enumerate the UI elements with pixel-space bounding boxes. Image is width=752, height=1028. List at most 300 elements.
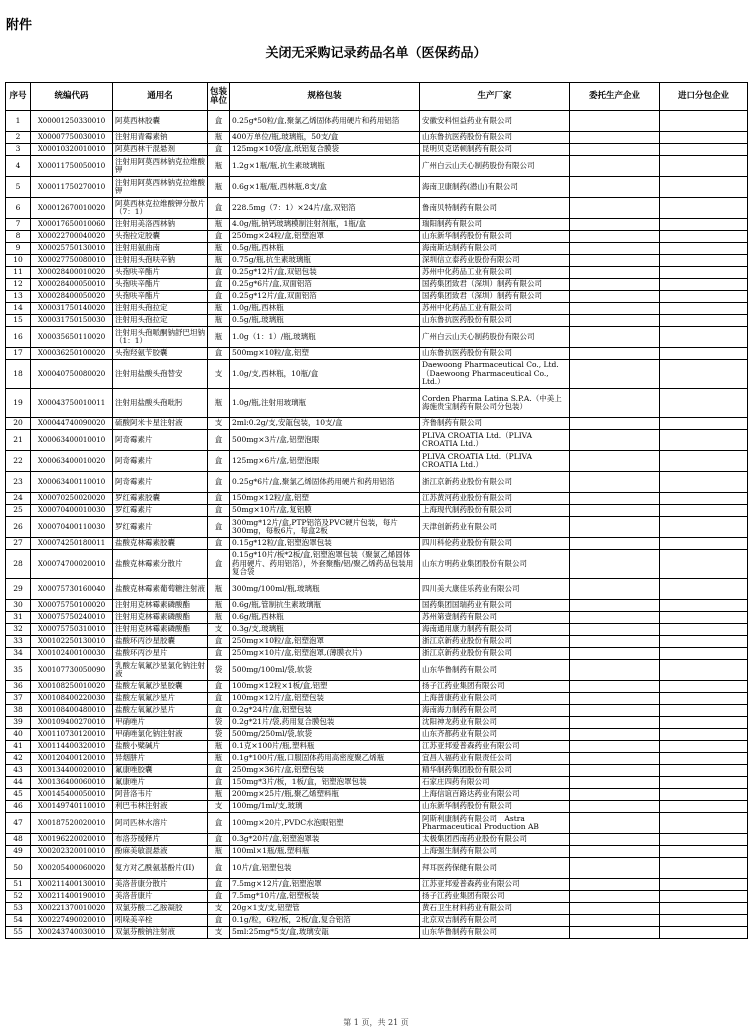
cell-unit: 瓶 — [208, 389, 230, 418]
cell-seq: 41 — [6, 741, 31, 753]
cell-import-pack — [660, 303, 748, 315]
cell-unit: 支 — [208, 927, 230, 939]
cell-name: 注射用头孢拉定 — [113, 303, 208, 315]
cell-entrusted — [570, 717, 660, 729]
cell-seq: 18 — [6, 360, 31, 389]
cell-import-pack — [660, 693, 748, 705]
cell-import-pack — [660, 765, 748, 777]
cell-maker: 国药集团致君（深圳）制药有限公司 — [420, 291, 570, 303]
cell-entrusted — [570, 927, 660, 939]
cell-import-pack — [660, 315, 748, 327]
cell-code: X00063400010020 — [31, 451, 113, 472]
cell-code: X00202320010010 — [31, 846, 113, 858]
cell-entrusted — [570, 681, 660, 693]
cell-spec: 7.5mg*10片/盒,铝塑板装 — [230, 891, 420, 903]
table-row — [6, 846, 748, 858]
cell-maker: 国药集团致君（深圳）制药有限公司 — [420, 279, 570, 291]
cell-maker: 上海信谊百路达药业有限公司 — [420, 789, 570, 801]
header-seq: 序号 — [6, 83, 31, 111]
cell-code: X00145400050010 — [31, 789, 113, 801]
cell-code: X00010320010010 — [31, 144, 113, 156]
cell-unit: 瓶 — [208, 177, 230, 198]
cell-name: 布洛芬缓释片 — [113, 834, 208, 846]
cell-seq: 39 — [6, 717, 31, 729]
cell-maker: 浙江京新药业股份有限公司 — [420, 472, 570, 493]
table-row — [6, 517, 748, 538]
cell-spec: 0.1g*100片/瓶,口服固体药用高密度聚乙烯瓶 — [230, 753, 420, 765]
cell-spec: 0.15g*10片/板*2板/盒,铝塑泡罩包装（聚氯乙烯固体药用硬片、药用铝箔），外套聚酯/铝/聚乙烯药品包装用复合袋 — [230, 550, 420, 579]
cell-unit: 盒 — [208, 648, 230, 660]
cell-name: 双氯芬酸二乙胺凝胶 — [113, 903, 208, 915]
cell-code: X00136400060010 — [31, 777, 113, 789]
cell-seq: 19 — [6, 389, 31, 418]
cell-spec: 150mg*3片/板，1板/盒，铝塑泡罩包装 — [230, 777, 420, 789]
cell-code: X00075750100020 — [31, 600, 113, 612]
cell-name: 头孢呋辛酯片 — [113, 267, 208, 279]
cell-maker: 上海普康药业有限公司 — [420, 693, 570, 705]
cell-spec: 228.5mg（7：1）×24片/盒,双铝箔 — [230, 198, 420, 219]
table-row — [6, 879, 748, 891]
cell-code: X00211400130010 — [31, 879, 113, 891]
cell-code: X00114400320010 — [31, 741, 113, 753]
cell-seq: 10 — [6, 255, 31, 267]
cell-maker: 江苏黄河药业股份有限公司 — [420, 493, 570, 505]
cell-entrusted — [570, 472, 660, 493]
cell-spec: 500mg/100ml/袋,软袋 — [230, 660, 420, 681]
cell-maker: 江苏亚邦爱普森药业有限公司 — [420, 741, 570, 753]
cell-unit: 盒 — [208, 517, 230, 538]
table-row — [6, 198, 748, 219]
cell-unit: 盒 — [208, 472, 230, 493]
header-import-pack: 进口分包企业 — [660, 83, 748, 111]
cell-entrusted — [570, 144, 660, 156]
cell-code: X00196220020010 — [31, 834, 113, 846]
cell-maker: 四川美大康佳乐药业有限公司 — [420, 579, 570, 600]
cell-import-pack — [660, 753, 748, 765]
cell-seq: 48 — [6, 834, 31, 846]
cell-code: X00012670010020 — [31, 198, 113, 219]
cell-maker: 齐鲁制药有限公司 — [420, 418, 570, 430]
drug-list-table — [5, 82, 748, 939]
cell-spec: 0.6g/瓶,西林瓶 — [230, 612, 420, 624]
cell-name: 罗红霉素片 — [113, 505, 208, 517]
cell-maker: 扬子江药业集团有限公司 — [420, 891, 570, 903]
table-row — [6, 472, 748, 493]
table-row — [6, 493, 748, 505]
cell-code: X00070400010030 — [31, 505, 113, 517]
cell-import-pack — [660, 927, 748, 939]
cell-maker: 海南通用康力制药有限公司 — [420, 624, 570, 636]
cell-entrusted — [570, 219, 660, 231]
cell-maker: Corden Pharma Latina S.P.A.（中美上海施贵宝制药有限公司分包装） — [420, 389, 570, 418]
header-maker: 生产厂家 — [420, 83, 570, 111]
cell-name: 注射用盐酸头孢替安 — [113, 360, 208, 389]
cell-spec: 400万单位/瓶,玻璃瓶，50支/盒 — [230, 132, 420, 144]
cell-entrusted — [570, 813, 660, 834]
cell-seq: 54 — [6, 915, 31, 927]
cell-spec: 250mg×24粒/盒,铝塑泡罩 — [230, 231, 420, 243]
cell-spec: 20g×1支/支,铝塑管 — [230, 903, 420, 915]
cell-seq: 44 — [6, 777, 31, 789]
cell-import-pack — [660, 777, 748, 789]
cell-unit: 盒 — [208, 231, 230, 243]
cell-seq: 43 — [6, 765, 31, 777]
cell-code: X00227490020010 — [31, 915, 113, 927]
cell-name: 注射用克林霉素磷酸酯 — [113, 612, 208, 624]
cell-unit: 瓶 — [208, 219, 230, 231]
cell-maker: 天津创新药业有限公司 — [420, 517, 570, 538]
cell-maker: 苏州中化药品工业有限公司 — [420, 267, 570, 279]
cell-seq: 28 — [6, 550, 31, 579]
cell-import-pack — [660, 741, 748, 753]
cell-entrusted — [570, 243, 660, 255]
cell-entrusted — [570, 550, 660, 579]
cell-name: 注射用头孢拉定 — [113, 315, 208, 327]
cell-code: X00075750310010 — [31, 624, 113, 636]
cell-name: 注射用头孢哌酮钠舒巴坦钠（1：1） — [113, 327, 208, 348]
cell-name: 阿奇霉素片 — [113, 472, 208, 493]
cell-unit: 盒 — [208, 765, 230, 777]
cell-unit: 瓶 — [208, 789, 230, 801]
cell-code: X00025750130010 — [31, 243, 113, 255]
table-row — [6, 430, 748, 451]
cell-import-pack — [660, 144, 748, 156]
cell-maker: 瑞阳制药有限公司 — [420, 219, 570, 231]
table-row — [6, 765, 748, 777]
cell-name: 氟康唑片 — [113, 777, 208, 789]
cell-entrusted — [570, 753, 660, 765]
cell-import-pack — [660, 550, 748, 579]
cell-spec: 5ml:25mg*5支/盒,玻璃安瓿 — [230, 927, 420, 939]
cell-name: 盐酸左氧氟沙星片 — [113, 705, 208, 717]
cell-maker: PLIVA CROATIA Ltd.（PLIVA CROATIA Ltd.） — [420, 430, 570, 451]
cell-name: 盐酸左氧氟沙星片 — [113, 693, 208, 705]
cell-code: X00017650010060 — [31, 219, 113, 231]
cell-seq: 31 — [6, 612, 31, 624]
cell-import-pack — [660, 660, 748, 681]
table-row — [6, 927, 748, 939]
cell-maker: 拜耳医药保健有限公司 — [420, 858, 570, 879]
cell-code: X00001250330010 — [31, 111, 113, 132]
cell-entrusted — [570, 156, 660, 177]
cell-unit: 盒 — [208, 834, 230, 846]
cell-spec: 0.75g/瓶,抗生素玻璃瓶 — [230, 255, 420, 267]
table-row — [6, 705, 748, 717]
cell-spec: 300mg*12片/盒,PTP铝箔及PVC硬片包装，每片300mg，每板6片，每盒2板 — [230, 517, 420, 538]
cell-import-pack — [660, 834, 748, 846]
table-row — [6, 348, 748, 360]
cell-name: 注射用美洛西林钠 — [113, 219, 208, 231]
cell-spec: 125mg×6片/盒,铝塑泡眼 — [230, 451, 420, 472]
cell-spec: 0.25g*6片/盒,双面铝箔 — [230, 279, 420, 291]
cell-unit: 袋 — [208, 717, 230, 729]
cell-code: X00036250100020 — [31, 348, 113, 360]
cell-unit: 盒 — [208, 198, 230, 219]
cell-code: X00109400270010 — [31, 717, 113, 729]
cell-entrusted — [570, 303, 660, 315]
cell-import-pack — [660, 648, 748, 660]
cell-spec: 0.25g*12片/盒,双铝包装 — [230, 267, 420, 279]
cell-code: X00063400010010 — [31, 430, 113, 451]
cell-maker: PLIVA CROATIA Ltd.（PLIVA CROATIA Ltd.） — [420, 451, 570, 472]
cell-maker: 山东齐都药业有限公司 — [420, 729, 570, 741]
cell-maker: 精华制药集团股份有限公司 — [420, 765, 570, 777]
cell-spec: 300mg/100ml/瓶,玻璃瓶 — [230, 579, 420, 600]
cell-seq: 9 — [6, 243, 31, 255]
cell-spec: 0.2g*24片/盒,铝塑包装 — [230, 705, 420, 717]
cell-code: X00044740090020 — [31, 418, 113, 430]
table-row — [6, 360, 748, 389]
cell-code: X00063400110010 — [31, 472, 113, 493]
cell-name: 罗红霉素胶囊 — [113, 493, 208, 505]
cell-code: X00070250020020 — [31, 493, 113, 505]
cell-unit: 瓶 — [208, 243, 230, 255]
cell-code: X00011750050010 — [31, 156, 113, 177]
cell-entrusted — [570, 648, 660, 660]
cell-entrusted — [570, 846, 660, 858]
cell-code: X00022700040020 — [31, 231, 113, 243]
cell-import-pack — [660, 327, 748, 348]
cell-maker: 国药集团国瑞药业有限公司 — [420, 600, 570, 612]
cell-name: 双氯芬酸钠注射液 — [113, 927, 208, 939]
table-header-row — [6, 83, 748, 111]
cell-name: 盐酸克林霉素胶囊 — [113, 538, 208, 550]
cell-unit: 盒 — [208, 915, 230, 927]
cell-unit: 盒 — [208, 636, 230, 648]
cell-name: 氟康唑胶囊 — [113, 765, 208, 777]
cell-name: 注射用阿莫西林钠克拉维酸钾 — [113, 177, 208, 198]
table-row — [6, 729, 748, 741]
cell-maker: 浙江京新药业股份有限公司 — [420, 648, 570, 660]
cell-unit: 支 — [208, 624, 230, 636]
cell-name: 盐酸克林霉素分散片 — [113, 550, 208, 579]
table-row — [6, 291, 748, 303]
table-row — [6, 231, 748, 243]
cell-name: 吲哚美辛栓 — [113, 915, 208, 927]
cell-seq: 25 — [6, 505, 31, 517]
cell-import-pack — [660, 360, 748, 389]
cell-unit: 盒 — [208, 879, 230, 891]
cell-spec: 250mg×10片/盒,铝塑泡罩,(薄膜衣片) — [230, 648, 420, 660]
cell-seq: 23 — [6, 472, 31, 493]
cell-name: 注射用阿莫西林钠克拉维酸钾 — [113, 156, 208, 177]
cell-entrusted — [570, 777, 660, 789]
table-row — [6, 579, 748, 600]
cell-unit: 盒 — [208, 550, 230, 579]
cell-import-pack — [660, 389, 748, 418]
cell-import-pack — [660, 517, 748, 538]
cell-unit: 瓶 — [208, 600, 230, 612]
cell-entrusted — [570, 834, 660, 846]
table-body — [6, 111, 748, 939]
cell-spec: 100mg×12片/盒,铝塑包装 — [230, 693, 420, 705]
cell-code: X00108250010020 — [31, 681, 113, 693]
cell-name: 头孢羟氨苄胶囊 — [113, 348, 208, 360]
cell-name: 盐酸克林霉素葡萄糖注射液 — [113, 579, 208, 600]
table-row — [6, 132, 748, 144]
cell-import-pack — [660, 600, 748, 612]
cell-code: X00134400020010 — [31, 765, 113, 777]
cell-code: X00102250130010 — [31, 636, 113, 648]
cell-spec: 1.0g/瓶,注射用玻璃瓶 — [230, 389, 420, 418]
cell-maker: 山东鲁抗医药股份有限公司 — [420, 315, 570, 327]
table-row — [6, 813, 748, 834]
cell-entrusted — [570, 891, 660, 903]
cell-spec: 100mg/1ml/支,玻璃 — [230, 801, 420, 813]
cell-name: 注射用盐酸头孢吡肟 — [113, 389, 208, 418]
cell-import-pack — [660, 903, 748, 915]
cell-import-pack — [660, 505, 748, 517]
cell-seq: 14 — [6, 303, 31, 315]
cell-unit: 盒 — [208, 705, 230, 717]
cell-unit: 盒 — [208, 505, 230, 517]
cell-import-pack — [660, 681, 748, 693]
cell-import-pack — [660, 177, 748, 198]
cell-unit: 盒 — [208, 348, 230, 360]
cell-name: 头孢呋辛酯片 — [113, 279, 208, 291]
cell-seq: 2 — [6, 132, 31, 144]
cell-code: X00187520020010 — [31, 813, 113, 834]
cell-maker: 石家庄四药有限公司 — [420, 777, 570, 789]
cell-seq: 26 — [6, 517, 31, 538]
cell-seq: 38 — [6, 705, 31, 717]
cell-unit: 瓶 — [208, 156, 230, 177]
cell-import-pack — [660, 813, 748, 834]
table-row — [6, 717, 748, 729]
cell-name: 注射用氨曲南 — [113, 243, 208, 255]
cell-unit: 瓶 — [208, 303, 230, 315]
table-row — [6, 267, 748, 279]
cell-seq: 15 — [6, 315, 31, 327]
cell-maker: 海南卫康制药(潜山)有限公司 — [420, 177, 570, 198]
cell-entrusted — [570, 348, 660, 360]
cell-unit: 盒 — [208, 279, 230, 291]
cell-entrusted — [570, 389, 660, 418]
cell-maker: 山东鲁抗医药股份有限公司 — [420, 348, 570, 360]
cell-seq: 11 — [6, 267, 31, 279]
cell-name: 利巴韦林注射液 — [113, 801, 208, 813]
cell-unit: 袋 — [208, 660, 230, 681]
cell-entrusted — [570, 858, 660, 879]
cell-name: 甲硝唑氯化钠注射液 — [113, 729, 208, 741]
table-row — [6, 903, 748, 915]
cell-unit: 支 — [208, 801, 230, 813]
page-title: 关闭无采购记录药品名单（医保药品） — [265, 46, 487, 61]
cell-code: X00102400100030 — [31, 648, 113, 660]
table-row — [6, 858, 748, 879]
cell-unit: 瓶 — [208, 579, 230, 600]
cell-entrusted — [570, 636, 660, 648]
cell-entrusted — [570, 801, 660, 813]
cell-code: X00074250180011 — [31, 538, 113, 550]
cell-entrusted — [570, 660, 660, 681]
cell-name: 盐酸小檗碱片 — [113, 741, 208, 753]
cell-import-pack — [660, 879, 748, 891]
table-row — [6, 891, 748, 903]
cell-entrusted — [570, 789, 660, 801]
table-row — [6, 660, 748, 681]
cell-name: 美洛昔康片 — [113, 891, 208, 903]
cell-import-pack — [660, 789, 748, 801]
cell-import-pack — [660, 624, 748, 636]
cell-unit: 盒 — [208, 291, 230, 303]
cell-maker: 山东华鲁制药有限公司 — [420, 660, 570, 681]
cell-entrusted — [570, 111, 660, 132]
cell-seq: 35 — [6, 660, 31, 681]
cell-name: 盐酸环丙沙星胶囊 — [113, 636, 208, 648]
cell-import-pack — [660, 915, 748, 927]
cell-maker: 山东新华制药股份有限公司 — [420, 801, 570, 813]
cell-entrusted — [570, 132, 660, 144]
cell-code: X00120400120010 — [31, 753, 113, 765]
cell-unit: 盒 — [208, 538, 230, 550]
cell-seq: 7 — [6, 219, 31, 231]
cell-spec: 0.3g*20片/盒,铝塑泡罩装 — [230, 834, 420, 846]
table-row — [6, 600, 748, 612]
cell-maker: 上海强生制药有限公司 — [420, 846, 570, 858]
cell-seq: 34 — [6, 648, 31, 660]
cell-unit: 支 — [208, 360, 230, 389]
cell-seq: 53 — [6, 903, 31, 915]
table-row — [6, 144, 748, 156]
cell-seq: 20 — [6, 418, 31, 430]
cell-spec: 100ml×1瓶/瓶,塑料瓶 — [230, 846, 420, 858]
cell-seq: 30 — [6, 600, 31, 612]
table-row — [6, 315, 748, 327]
cell-seq: 42 — [6, 753, 31, 765]
cell-import-pack — [660, 493, 748, 505]
cell-code: X00028400050020 — [31, 291, 113, 303]
cell-seq: 29 — [6, 579, 31, 600]
cell-entrusted — [570, 360, 660, 389]
cell-seq: 36 — [6, 681, 31, 693]
cell-import-pack — [660, 231, 748, 243]
cell-maker: 深圳信立泰药业股份有限公司 — [420, 255, 570, 267]
cell-spec: 200mg×25片/瓶,聚乙烯塑料瓶 — [230, 789, 420, 801]
cell-entrusted — [570, 255, 660, 267]
cell-import-pack — [660, 430, 748, 451]
cell-code: X00108400480010 — [31, 705, 113, 717]
cell-maker: 苏州第壹制药有限公司 — [420, 612, 570, 624]
table-row — [6, 789, 748, 801]
cell-maker: Daewoong Pharmaceutical Co., Ltd.（Daewoong Pharmaceutical Co., Ltd.） — [420, 360, 570, 389]
cell-entrusted — [570, 177, 660, 198]
cell-maker: 扬子江药业集团有限公司 — [420, 681, 570, 693]
cell-maker: 北京双吉制药有限公司 — [420, 915, 570, 927]
cell-maker: 安徽安科恒益药业有限公司 — [420, 111, 570, 132]
cell-unit: 瓶 — [208, 741, 230, 753]
cell-code: X00243740030010 — [31, 927, 113, 939]
cell-import-pack — [660, 636, 748, 648]
cell-entrusted — [570, 903, 660, 915]
cell-entrusted — [570, 327, 660, 348]
cell-spec: 1.2g×1瓶/瓶,抗生素玻璃瓶 — [230, 156, 420, 177]
cell-name: 乳酸左氧氟沙星氯化钠注射液 — [113, 660, 208, 681]
cell-code: X00075750240010 — [31, 612, 113, 624]
table-row — [6, 777, 748, 789]
cell-entrusted — [570, 291, 660, 303]
cell-name: 阿司匹林水溶片 — [113, 813, 208, 834]
cell-name: 硫酸阿米卡星注射液 — [113, 418, 208, 430]
cell-unit: 盒 — [208, 451, 230, 472]
cell-spec: 0.15g*12粒/盒,铝塑泡罩包装 — [230, 538, 420, 550]
cell-code: X00211400190010 — [31, 891, 113, 903]
cell-unit: 瓶 — [208, 753, 230, 765]
cell-spec: 0.25g*12片/盒,双面铝箔 — [230, 291, 420, 303]
cell-unit: 盒 — [208, 813, 230, 834]
cell-entrusted — [570, 279, 660, 291]
table-row — [6, 255, 748, 267]
